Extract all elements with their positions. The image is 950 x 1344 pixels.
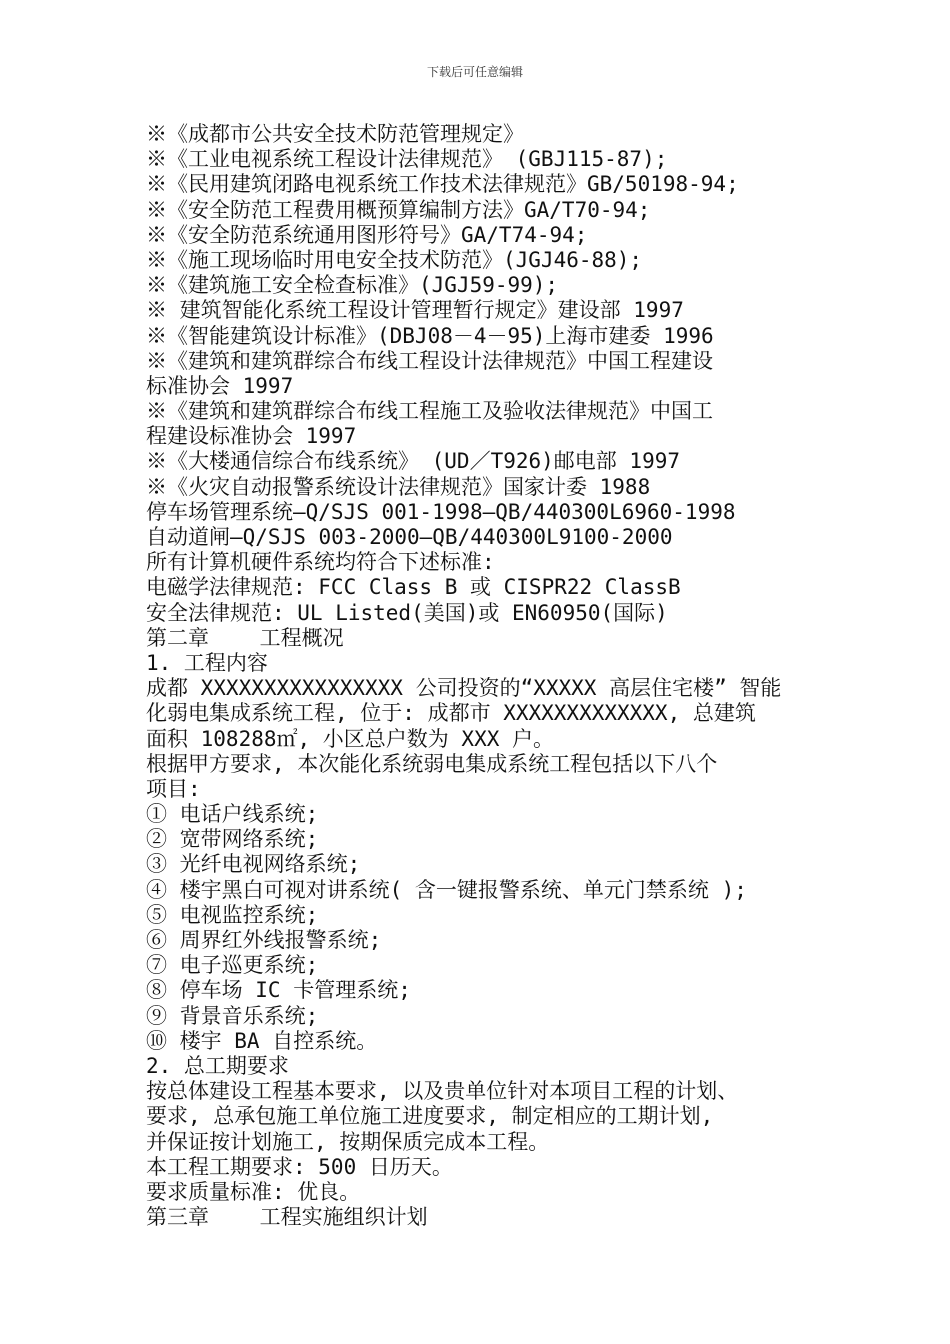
document-line: 电磁学法律规范: FCC Class B 或 CISPR22 ClassB xyxy=(146,575,681,600)
document-line: ※《施工现场临时用电安全技术防范》(JGJ46-88); xyxy=(146,247,643,272)
document-line: 标准协会 1997 xyxy=(146,373,294,398)
document-line: 安全法律规范: UL Listed(美国)或 EN60950(国际) xyxy=(146,600,668,625)
document-line: 程建设标准协会 1997 xyxy=(146,424,357,449)
header-note: 下载后可任意编辑 xyxy=(426,65,523,79)
document-line: 第三章 工程实施组织计划 xyxy=(146,1205,428,1230)
document-line: ⑧ 停车场 IC 卡管理系统; xyxy=(146,978,411,1003)
document-line: ※《安全防范工程费用概预算编制方法》GA/T70-94; xyxy=(146,197,651,222)
document-line: ④ 楼宇黑白可视对讲系统( 含一键报警系统、单元门禁系统 ); xyxy=(146,877,747,902)
document-line: ⑨ 背景音乐系统; xyxy=(146,1003,319,1028)
document-line: ⑦ 电子巡更系统; xyxy=(146,953,319,978)
document-line: 按总体建设工程基本要求, 以及贵单位针对本项目工程的计划、 xyxy=(146,1079,739,1104)
document-line: ① 电话户线系统; xyxy=(146,802,319,827)
document-line: 项目: xyxy=(146,776,201,801)
document-line: ※《建筑和建筑群综合布线工程设计法律规范》中国工程建设 xyxy=(146,348,713,373)
document-line: 化弱电集成系统工程, 位于: 成都市 XXXXXXXXXXXXX, 总建筑 xyxy=(146,701,756,726)
document-line: ※《火灾自动报警系统设计法律规范》国家计委 1988 xyxy=(146,474,651,499)
document-line: ※《安全防范系统通用图形符号》GA/T74-94; xyxy=(146,222,588,247)
document-line: ※《工业电视系统工程设计法律规范》 (GBJ115-87); xyxy=(146,147,668,172)
document-line: ※ 建筑智能化系统工程设计管理暂行规定》建设部 1997 xyxy=(146,298,684,323)
document-line: 所有计算机硬件系统均符合下述标准: xyxy=(146,550,495,575)
document-line: 1. 工程内容 xyxy=(146,650,268,675)
document-line: 自动道闸—Q/SJS 003-2000—QB/440300L9100-2000 xyxy=(146,525,673,549)
document-line: ⑥ 周界红外线报警系统; xyxy=(146,928,382,952)
document-line: 要求质量标准: 优良。 xyxy=(146,1179,361,1204)
document-line: 面积 108288㎡, 小区总户数为 XXX 户。 xyxy=(146,726,555,751)
document-line: 要求, 总承包施工单位施工进度要求, 制定相应的工期计划, xyxy=(146,1104,714,1129)
document-line: 2. 总工期要求 xyxy=(146,1053,289,1078)
document-line: ⑤ 电视监控系统; xyxy=(146,902,319,927)
document-line: ② 宽带网络系统; xyxy=(146,827,319,852)
document-line: ※《建筑和建筑群综合布线工程施工及验收法律规范》中国工 xyxy=(146,399,713,424)
document-line: ⑩ 楼宇 BA 自控系统。 xyxy=(146,1028,378,1053)
document-line: ※《建筑施工安全检查标准》(JGJ59-99); xyxy=(146,273,559,298)
document-line: ※《成都市公共安全技术防范管理规定》 xyxy=(146,122,524,146)
document-line: 根据甲方要求, 本次能化系统弱电集成系统工程包括以下八个 xyxy=(146,751,718,776)
document-body xyxy=(146,122,846,1230)
document-line: 第二章 工程概况 xyxy=(146,625,344,650)
document-line: 并保证按计划施工, 按期保质完成本工程。 xyxy=(146,1129,550,1154)
document-line: ※《大楼通信综合布线系统》 (UD／T926)邮电部 1997 xyxy=(146,449,681,474)
document-line: ※《民用建筑闭路电视系统工作技术法律规范》GB/50198-94; xyxy=(146,172,739,197)
document-line: ※《智能建筑设计标准》(DBJ08－4－95)上海市建委 1996 xyxy=(146,323,714,348)
document-line: ③ 光纤电视网络系统; xyxy=(146,852,361,877)
document-line: 成都 XXXXXXXXXXXXXXXX 公司投资的“XXXXX 高层住宅楼” 智能 xyxy=(146,676,782,701)
document-line: 本工程工期要求: 500 日历天。 xyxy=(146,1154,453,1179)
document-line: 停车场管理系统—Q/SJS 001-1998—QB/440300L6960-1998 xyxy=(146,499,736,524)
